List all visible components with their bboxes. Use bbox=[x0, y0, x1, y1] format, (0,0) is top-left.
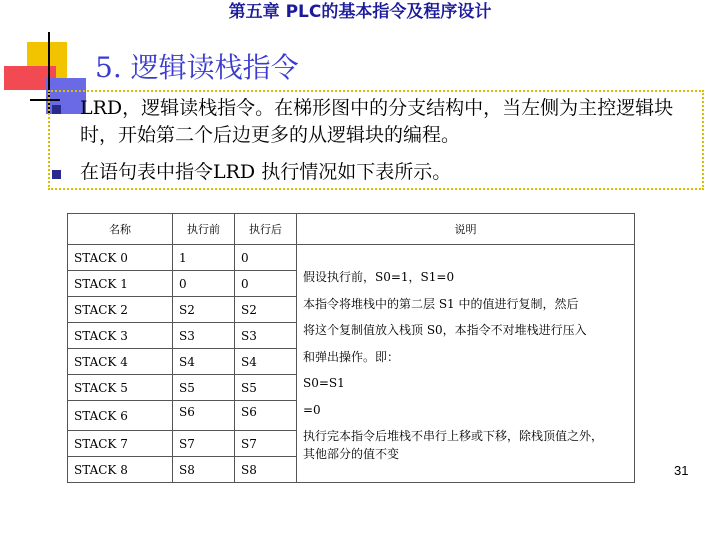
header-name: 名称 bbox=[68, 214, 173, 245]
note-line: 将这个复制值放入栈顶 S0，本指令不对堆栈进行压入 bbox=[303, 323, 587, 337]
note-line: 执行完本指令后堆栈不串行上移或下移，除栈顶值之外， bbox=[303, 429, 604, 443]
cell-name: STACK 8 bbox=[68, 457, 173, 483]
cell-before: 1 bbox=[173, 245, 235, 271]
cell-before: 0 bbox=[173, 271, 235, 297]
header-after: 执行后 bbox=[235, 214, 297, 245]
table-row bbox=[68, 245, 635, 271]
table-header-row bbox=[68, 214, 635, 245]
cell-name: STACK 6 bbox=[68, 401, 173, 431]
description-paragraph-1: LRD，逻辑读栈指令。在梯形图中的分支结构中，当左侧为主控逻辑块时，开始第二个后边更多的从逻辑块的编程。 bbox=[80, 97, 674, 146]
note-line: 假设执行前，S0=1，S1=0 bbox=[303, 270, 455, 284]
cell-after: S5 bbox=[235, 375, 297, 401]
note-line: 本指令将堆栈中的第二层 S1 中的值进行复制，然后 bbox=[303, 296, 579, 311]
cell-after: 0 bbox=[235, 271, 297, 297]
header-note: 说明 bbox=[297, 214, 635, 245]
cell-name: STACK 3 bbox=[68, 323, 173, 349]
cell-before: S2 bbox=[173, 297, 235, 323]
cell-before: S8 bbox=[173, 457, 235, 483]
note-line: 其他部分的值不变 bbox=[303, 447, 400, 461]
cell-after: S4 bbox=[235, 349, 297, 375]
cell-before: S4 bbox=[173, 349, 235, 375]
cell-after: S8 bbox=[235, 457, 297, 483]
cell-before: S5 bbox=[173, 375, 235, 401]
lrd-stack-table bbox=[67, 213, 635, 483]
cell-name: STACK 1 bbox=[68, 271, 173, 297]
cell-name: STACK 0 bbox=[68, 245, 173, 271]
cell-after: S6 bbox=[235, 401, 297, 431]
page-number: 31 bbox=[674, 463, 689, 478]
cell-after: S7 bbox=[235, 431, 297, 457]
cell-name: STACK 4 bbox=[68, 349, 173, 375]
cell-before: S6 bbox=[173, 401, 235, 431]
description-paragraph-2: 在语句表中指令LRD 执行情况如下表所示。 bbox=[80, 161, 452, 183]
note-line: S0=S1 bbox=[303, 376, 345, 390]
note-line: 和弹出操作。即： bbox=[303, 349, 400, 364]
cell-after: S2 bbox=[235, 297, 297, 323]
note-cell bbox=[297, 245, 635, 483]
bullet-square-icon bbox=[52, 105, 61, 114]
note-line: =0 bbox=[303, 402, 321, 417]
chapter-title: 第五章 PLC的基本指令及程序设计 bbox=[228, 2, 492, 22]
bullet-square-icon bbox=[52, 170, 61, 179]
section-title: 5. 逻辑读栈指令 bbox=[95, 51, 299, 84]
cell-after: 0 bbox=[235, 245, 297, 271]
cell-before: S7 bbox=[173, 431, 235, 457]
cell-name: STACK 2 bbox=[68, 297, 173, 323]
cell-name: STACK 5 bbox=[68, 375, 173, 401]
header-before: 执行前 bbox=[173, 214, 235, 245]
cell-after: S3 bbox=[235, 323, 297, 349]
cell-before: S3 bbox=[173, 323, 235, 349]
cell-name: STACK 7 bbox=[68, 431, 173, 457]
